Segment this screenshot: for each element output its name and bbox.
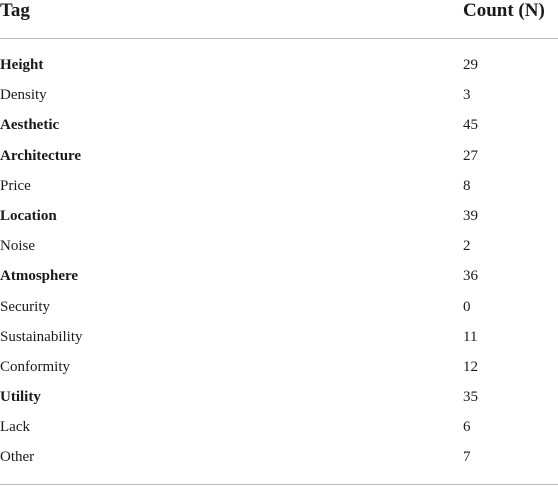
table-row [0, 235, 558, 265]
table-row [0, 356, 558, 386]
tag-cell: Height [0, 57, 44, 73]
column-header-count: Count (N) [463, 0, 545, 21]
tag-cell: Noise [0, 238, 35, 255]
count-cell: 27 [463, 147, 478, 164]
count-cell: 2 [463, 238, 471, 255]
count-cell: 11 [463, 328, 478, 345]
table-row [0, 265, 558, 295]
count-cell: 0 [463, 298, 471, 315]
header-divider [0, 38, 558, 39]
count-cell: 7 [463, 449, 471, 466]
table-row [0, 326, 558, 356]
count-cell: 39 [463, 207, 478, 224]
table-row [0, 386, 558, 416]
table-row [0, 175, 558, 205]
tag-cell: Price [0, 177, 31, 194]
count-cell: 3 [463, 87, 471, 104]
tag-cell: Architecture [0, 147, 82, 164]
count-cell: 12 [463, 358, 478, 375]
count-cell: 36 [463, 268, 478, 285]
table-row [0, 205, 558, 235]
tag-cell: Utility [0, 389, 41, 406]
tag-cell: Density [0, 87, 47, 104]
table-body [0, 54, 558, 477]
table-bottom-rule [0, 484, 558, 485]
tag-cell: Lack [0, 419, 30, 436]
tag-cell: Aesthetic [0, 117, 60, 134]
table-row [0, 296, 558, 326]
tag-cell: Location [0, 207, 57, 224]
tag-cell: Sustainability [0, 328, 83, 345]
tag-cell: Atmosphere [0, 268, 79, 285]
table-row [0, 54, 558, 84]
count-cell: 8 [463, 177, 471, 194]
table-row [0, 114, 558, 144]
count-cell: 6 [463, 419, 471, 436]
count-cell: 35 [463, 389, 478, 406]
table-row [0, 84, 558, 114]
tag-cell: Security [0, 298, 50, 315]
tag-cell: Other [0, 449, 35, 466]
count-cell: 45 [463, 117, 478, 134]
table-row [0, 446, 558, 476]
tag-cell: Conformity [0, 358, 70, 375]
table-row [0, 416, 558, 446]
column-header-tag: Tag [0, 0, 30, 21]
table-header [0, 0, 558, 38]
count-cell: 29 [463, 57, 478, 73]
table-row [0, 145, 558, 175]
